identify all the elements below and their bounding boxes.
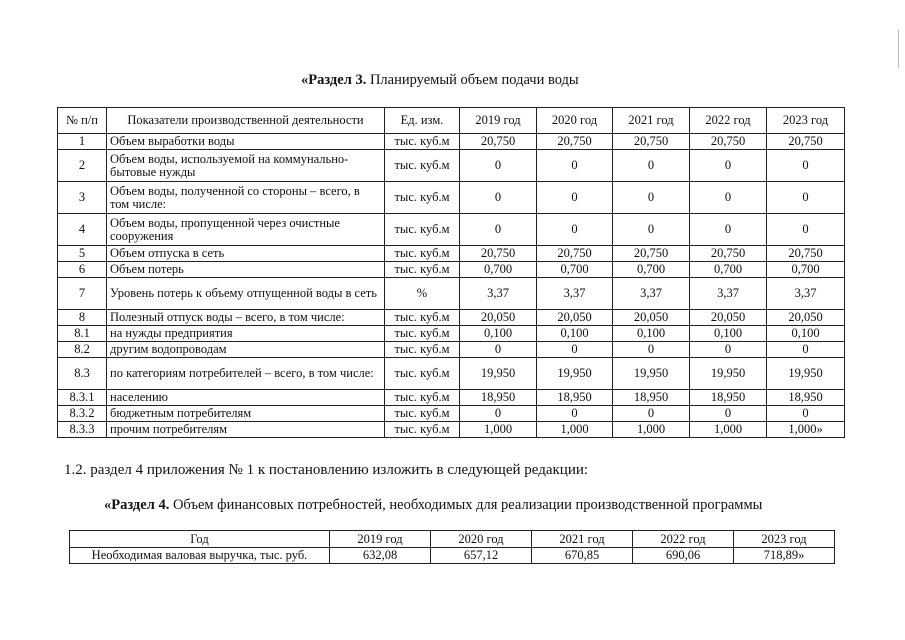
value-cell: 0	[460, 182, 537, 214]
value-cell: 0,700	[613, 262, 690, 278]
header-cell: Ед. изм.	[385, 108, 460, 134]
value-cell: 20,750	[613, 134, 690, 150]
indicator-cell: Уровень потерь к объему отпущенной воды в сеть	[107, 278, 385, 310]
row-number-cell: 8.3.1	[58, 390, 107, 406]
table-cell: 670,85	[532, 548, 633, 564]
value-cell: 1,000	[460, 422, 537, 438]
section4-heading	[104, 497, 762, 514]
value-cell: 18,950	[460, 390, 537, 406]
value-cell: 19,950	[537, 358, 613, 390]
table-row	[58, 342, 845, 358]
value-cell: 0	[537, 214, 613, 246]
value-cell: 0	[537, 342, 613, 358]
indicator-cell: по категориям потребителей – всего, в том числе:	[107, 358, 385, 390]
value-cell: 18,950	[767, 390, 845, 406]
value-cell: 0	[613, 214, 690, 246]
row-number-cell: 6	[58, 262, 107, 278]
section4-title: Объем финансовых потребностей, необходимых для реализации производственной программы	[169, 497, 763, 513]
unit-cell: тыс. куб.м	[385, 246, 460, 262]
value-cell: 18,950	[613, 390, 690, 406]
row-number-cell: 5	[58, 246, 107, 262]
value-cell: 0	[690, 150, 767, 182]
value-cell: 3,37	[537, 278, 613, 310]
scan-margin-mark	[898, 30, 899, 68]
value-cell: 0	[690, 342, 767, 358]
table-header-row	[70, 531, 835, 548]
value-cell: 0	[690, 214, 767, 246]
value-cell: 0	[613, 150, 690, 182]
header-cell: 2021 год	[532, 531, 633, 548]
value-cell: 0	[613, 182, 690, 214]
value-cell: 0,100	[613, 326, 690, 342]
row-number-cell: 8.3	[58, 358, 107, 390]
value-cell: 3,37	[690, 278, 767, 310]
unit-cell: тыс. куб.м	[385, 390, 460, 406]
indicator-cell: Полезный отпуск воды – всего, в том числе:	[107, 310, 385, 326]
unit-cell: тыс. куб.м	[385, 310, 460, 326]
indicator-cell: на нужды предприятия	[107, 326, 385, 342]
table-header-row	[58, 108, 845, 134]
value-cell: 20,050	[613, 310, 690, 326]
indicator-cell: Объем потерь	[107, 262, 385, 278]
table-row	[58, 150, 845, 182]
value-cell: 20,750	[460, 246, 537, 262]
row-number-cell: 8.3.2	[58, 406, 107, 422]
table-cell: 718,89»	[734, 548, 835, 564]
table-cell: Необходимая валовая выручка, тыс. руб.	[70, 548, 330, 564]
value-cell: 19,950	[767, 358, 845, 390]
value-cell: 0	[767, 406, 845, 422]
value-cell: 0	[767, 182, 845, 214]
table-row	[58, 358, 845, 390]
header-cell: 2020 год	[431, 531, 532, 548]
value-cell: 20,750	[613, 246, 690, 262]
value-cell: 0	[537, 182, 613, 214]
unit-cell: %	[385, 278, 460, 310]
row-number-cell: 8.1	[58, 326, 107, 342]
indicator-cell: прочим потребителям	[107, 422, 385, 438]
unit-cell: тыс. куб.м	[385, 422, 460, 438]
value-cell: 0,700	[690, 262, 767, 278]
header-cell: № п/п	[58, 108, 107, 134]
value-cell: 0,700	[460, 262, 537, 278]
value-cell: 0	[460, 150, 537, 182]
value-cell: 0	[460, 406, 537, 422]
indicator-cell: Объем отпуска в сеть	[107, 246, 385, 262]
value-cell: 0	[613, 342, 690, 358]
value-cell: 3,37	[460, 278, 537, 310]
unit-cell: тыс. куб.м	[385, 134, 460, 150]
header-cell: 2023 год	[734, 531, 835, 548]
value-cell: 20,750	[690, 134, 767, 150]
value-cell: 20,050	[690, 310, 767, 326]
row-number-cell: 7	[58, 278, 107, 310]
amendment-paragraph: 1.2. раздел 4 приложения № 1 к постановлению изложить в следующей редакции:	[64, 462, 589, 478]
value-cell: 1,000»	[767, 422, 845, 438]
value-cell: 0	[690, 406, 767, 422]
value-cell: 0,100	[690, 326, 767, 342]
value-cell: 0	[767, 150, 845, 182]
value-cell: 0	[460, 342, 537, 358]
header-cell: Показатели производственной деятельности	[107, 108, 385, 134]
table-row	[58, 390, 845, 406]
header-cell: 2022 год	[633, 531, 734, 548]
indicator-cell: Объем воды, пропущенной через очистные сооружения	[107, 214, 385, 246]
value-cell: 3,37	[613, 278, 690, 310]
table-row	[58, 214, 845, 246]
value-cell: 20,050	[537, 310, 613, 326]
table-row	[58, 422, 845, 438]
row-number-cell: 8.2	[58, 342, 107, 358]
table-row	[58, 182, 845, 214]
value-cell: 18,950	[690, 390, 767, 406]
unit-cell: тыс. куб.м	[385, 358, 460, 390]
row-number-cell: 1	[58, 134, 107, 150]
value-cell: 0	[767, 342, 845, 358]
value-cell: 0,700	[537, 262, 613, 278]
table-row	[58, 246, 845, 262]
section4-prefix: «Раздел 4.	[104, 497, 170, 513]
value-cell: 3,37	[767, 278, 845, 310]
value-cell: 1,000	[690, 422, 767, 438]
unit-cell: тыс. куб.м	[385, 406, 460, 422]
table-cell: 657,12	[431, 548, 532, 564]
table-cell: 690,06	[633, 548, 734, 564]
unit-cell: тыс. куб.м	[385, 182, 460, 214]
unit-cell: тыс. куб.м	[385, 214, 460, 246]
table-row	[70, 548, 835, 564]
value-cell: 18,950	[537, 390, 613, 406]
value-cell: 0	[460, 214, 537, 246]
indicator-cell: Объем выработки воды	[107, 134, 385, 150]
value-cell: 0	[690, 182, 767, 214]
value-cell: 0	[767, 214, 845, 246]
value-cell: 20,750	[537, 134, 613, 150]
value-cell: 20,050	[460, 310, 537, 326]
value-cell: 20,750	[460, 134, 537, 150]
value-cell: 0	[613, 406, 690, 422]
header-cell: 2022 год	[690, 108, 767, 134]
header-cell: 2021 год	[613, 108, 690, 134]
header-cell: Год	[70, 531, 330, 548]
value-cell: 20,750	[767, 134, 845, 150]
value-cell: 1,000	[537, 422, 613, 438]
unit-cell: тыс. куб.м	[385, 150, 460, 182]
unit-cell: тыс. куб.м	[385, 342, 460, 358]
section3-prefix: «Раздел 3.	[301, 72, 367, 88]
row-number-cell: 8	[58, 310, 107, 326]
financial-needs-table	[69, 530, 835, 564]
indicator-cell: Объем воды, полученной со стороны – всего, в том числе:	[107, 182, 385, 214]
table-row	[58, 406, 845, 422]
section3-title: Планируемый объем подачи воды	[366, 72, 579, 88]
value-cell: 1,000	[613, 422, 690, 438]
unit-cell: тыс. куб.м	[385, 262, 460, 278]
value-cell: 0,100	[767, 326, 845, 342]
value-cell: 0,100	[537, 326, 613, 342]
value-cell: 0	[537, 150, 613, 182]
value-cell: 20,050	[767, 310, 845, 326]
value-cell: 0	[537, 406, 613, 422]
table-row	[58, 326, 845, 342]
value-cell: 19,950	[613, 358, 690, 390]
row-number-cell: 2	[58, 150, 107, 182]
header-cell: 2019 год	[330, 531, 431, 548]
indicator-cell: другим водопроводам	[107, 342, 385, 358]
value-cell: 0,700	[767, 262, 845, 278]
row-number-cell: 4	[58, 214, 107, 246]
value-cell: 20,750	[767, 246, 845, 262]
value-cell: 0,100	[460, 326, 537, 342]
header-cell: 2019 год	[460, 108, 537, 134]
table-row	[58, 262, 845, 278]
row-number-cell: 8.3.3	[58, 422, 107, 438]
table-cell: 632,08	[330, 548, 431, 564]
table-row	[58, 278, 845, 310]
value-cell: 19,950	[460, 358, 537, 390]
table-row	[58, 310, 845, 326]
row-number-cell: 3	[58, 182, 107, 214]
header-cell: 2020 год	[537, 108, 613, 134]
unit-cell: тыс. куб.м	[385, 326, 460, 342]
indicator-cell: Объем воды, используемой на коммунально-бытовые нужды	[107, 150, 385, 182]
header-cell: 2023 год	[767, 108, 845, 134]
section3-heading	[301, 72, 579, 89]
water-supply-table	[57, 107, 845, 438]
table-row	[58, 134, 845, 150]
indicator-cell: населению	[107, 390, 385, 406]
value-cell: 20,750	[537, 246, 613, 262]
indicator-cell: бюджетным потребителям	[107, 406, 385, 422]
value-cell: 19,950	[690, 358, 767, 390]
value-cell: 20,750	[690, 246, 767, 262]
